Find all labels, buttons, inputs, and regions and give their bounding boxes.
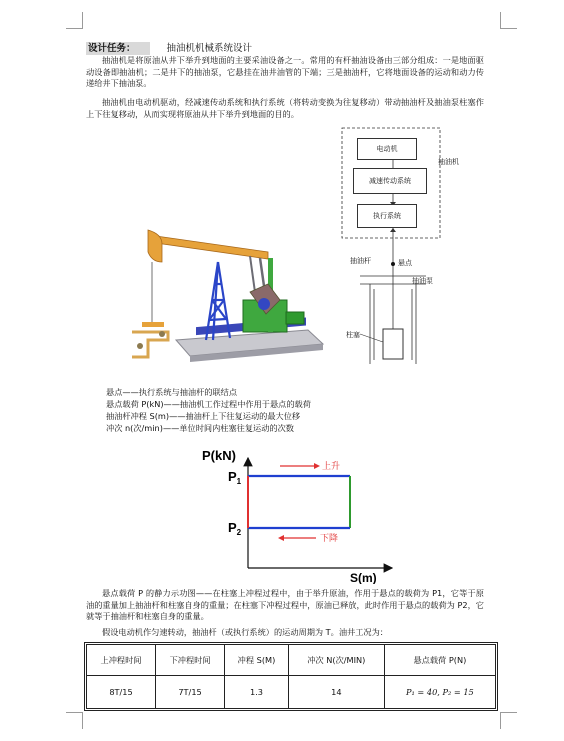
header-cell: 上冲程时间 xyxy=(87,645,156,676)
pump-jack-illustration xyxy=(118,222,333,372)
definition-item: 悬点载荷 P(kN)——抽油机工作过程中作用于悬点的载荷 xyxy=(106,399,311,409)
crop-mark-top-right xyxy=(500,12,517,29)
label-point: 悬点 xyxy=(398,259,412,267)
value-cell: 14 xyxy=(288,676,384,709)
intro-paragraph-2: 抽油机由电动机驱动，经减速传动系统和执行系统（将转动变换为往复移动）带动抽油杆及抽油泵柱塞作上下往复移动，从而实现将原油从井下举升到地面的目的。 xyxy=(86,97,484,119)
header-cell: 悬点载荷 P(N) xyxy=(384,645,495,676)
definition-item: 悬点——执行系统与抽油杆的联结点 xyxy=(106,387,238,397)
label-down: 下降 xyxy=(320,534,339,544)
indicator-diagram-chart xyxy=(200,444,400,584)
header-cell: 冲程 S(M) xyxy=(225,645,289,676)
definition-item: 冲次 n(次/min)——单位时间内柱塞往复运动的次数 xyxy=(106,423,294,433)
value-cell: 1.3 xyxy=(225,676,289,709)
box-reducer: 减速传动系统 xyxy=(353,168,427,194)
box-actuator: 执行系统 xyxy=(357,204,417,228)
table-header-row xyxy=(87,645,496,676)
definitions-list xyxy=(106,386,311,434)
tick-label-p2: $P_2$ xyxy=(228,520,242,537)
label-rod: 抽油杆 xyxy=(350,257,371,265)
task-header xyxy=(86,40,252,54)
crop-mark-bottom-right xyxy=(500,712,517,729)
label-pump: 抽油泵 xyxy=(412,277,433,285)
label-up: 上升 xyxy=(322,462,341,472)
crop-mark-bottom-left xyxy=(66,712,83,729)
tick-label-p1: $P_1$ xyxy=(228,469,242,486)
value-cell: 7T/15 xyxy=(156,676,225,709)
value-cell: 8T/15 xyxy=(87,676,156,709)
header-cell: 下冲程时间 xyxy=(156,645,225,676)
intro-paragraph-1: 抽油机是将原油从井下举升到地面的主要采油设备之一。常用的有杆抽油设备由三部分组成：一是地面驱动设备即抽油机；二是井下的抽油泵，它悬挂在油井油管的下端；三是抽油杆，它将地面设备的运动和动力传递给井下抽油泵。 xyxy=(86,55,484,89)
box-motor: 电动机 xyxy=(357,138,417,160)
header-cell: 冲次 N(次/MIN) xyxy=(288,645,384,676)
task-label: 设计任务： xyxy=(86,42,150,55)
label-plunger: 柱塞 xyxy=(346,331,360,339)
y-axis-label: P(kN) xyxy=(202,448,236,463)
well-condition-table xyxy=(86,644,496,709)
task-title: 抽油机机械系统设计 xyxy=(166,43,253,54)
value-cell: P₁ = 40, P₂ = 15 xyxy=(384,676,495,709)
definition-item: 抽油杆冲程 S(m)——抽油杆上下往复运动的最大位移 xyxy=(106,411,301,421)
table-row xyxy=(87,676,496,709)
label-machine: 抽油机 xyxy=(438,158,459,166)
conditions-paragraph: 假设电动机作匀速转动，抽油杆（或执行系统）的运动周期为 T。油井工况为： xyxy=(102,627,388,637)
explanation-paragraph: 悬点载荷 P 的静力示功图——在柱塞上冲程过程中，由于举升原油，作用于悬点的载荷为 P1，它等于原油的重量加上抽油杆和柱塞自身的重量；在柱塞下冲程过程中，原油已释放，此时作用于悬点的载荷为 P2，它就等于抽油杆和柱塞自身的重量。 xyxy=(86,588,484,622)
crop-mark-top-left xyxy=(66,12,83,29)
x-axis-label: S(m) xyxy=(350,571,377,584)
